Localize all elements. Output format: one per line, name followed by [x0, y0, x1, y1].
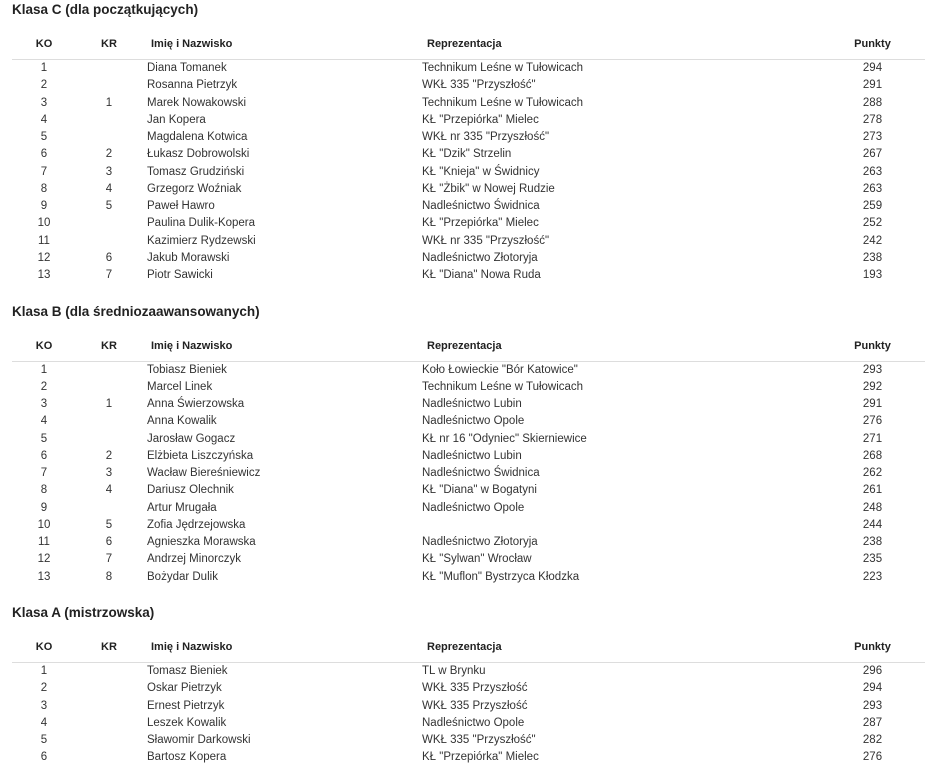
ko-cell: 10 — [37, 518, 51, 531]
header-kr: KR — [76, 331, 142, 362]
table-header-row — [12, 331, 925, 362]
ko-cell: 13 — [37, 269, 51, 281]
name-cell: Paulina Dulik-Kopera — [147, 217, 256, 230]
points-cell: 235 — [862, 553, 883, 566]
kr-cell — [76, 732, 142, 749]
name-cell: Tobiasz Bieniek — [147, 363, 227, 376]
table-row — [12, 233, 925, 250]
representation-cell: TL w Brynku — [422, 665, 486, 677]
header-name: Imię i Nazwisko — [142, 632, 417, 663]
header-representation: Reprezentacja — [417, 29, 820, 60]
table-row — [12, 482, 925, 499]
representation-cell: KŁ "Knieja" w Świdnicy — [422, 165, 540, 178]
table-row — [12, 267, 925, 284]
representation-cell: Nadleśnictwo Złotoryja — [422, 536, 538, 548]
points-cell: 267 — [862, 148, 883, 161]
kr-cell — [76, 215, 142, 232]
kr-cell — [76, 749, 142, 766]
table-row — [12, 215, 925, 232]
ko-cell: 9 — [40, 200, 48, 212]
ko-cell: 6 — [40, 751, 48, 764]
name-cell: Elżbieta Liszczyńska — [147, 449, 254, 462]
points-cell: 291 — [862, 79, 883, 92]
header-kr: KR — [76, 632, 142, 663]
header-kr: KR — [76, 29, 142, 60]
representation-cell: KŁ nr 16 "Odyniec" Skierniewice — [422, 432, 587, 445]
name-cell: Łukasz Dobrowolski — [147, 148, 250, 161]
table-row — [12, 698, 925, 715]
table-row — [12, 181, 925, 198]
representation-cell: KŁ "Dzik" Strzelin — [422, 148, 512, 161]
kr-cell — [76, 715, 142, 732]
name-cell: Kazimierz Rydzewski — [147, 234, 256, 247]
ko-cell: 12 — [37, 553, 51, 566]
name-cell: Zofia Jędrzejowska — [147, 518, 246, 531]
name-cell: Grzegorz Woźniak — [147, 182, 242, 195]
kr-cell — [76, 698, 142, 715]
kr-cell: 5 — [105, 200, 113, 212]
representation-cell: WKŁ nr 335 "Przyszłość" — [422, 234, 550, 247]
ko-cell: 8 — [40, 182, 48, 195]
ko-cell: 5 — [40, 734, 48, 746]
representation-cell: Nadleśnictwo Opole — [422, 716, 525, 729]
representation-cell: KŁ "Diana" Nowa Ruda — [422, 269, 541, 281]
name-cell: Sławomir Darkowski — [147, 734, 251, 746]
name-cell: Diana Tomanek — [147, 62, 227, 74]
table-row — [12, 715, 925, 732]
header-ko: KO — [12, 29, 76, 60]
kr-cell: 7 — [105, 553, 113, 566]
table-row — [12, 129, 925, 146]
ko-cell: 7 — [40, 467, 48, 479]
representation-cell: Nadleśnictwo Świdnica — [422, 200, 540, 212]
kr-cell — [76, 379, 142, 396]
name-cell: Agnieszka Morawska — [147, 536, 256, 548]
kr-cell: 6 — [105, 251, 113, 264]
points-cell: 282 — [862, 734, 883, 746]
representation-cell: WKŁ 335 "Przyszłość" — [422, 734, 536, 746]
table-row — [12, 749, 925, 766]
ko-cell: 7 — [40, 165, 48, 178]
name-cell: Paweł Hawro — [147, 200, 215, 212]
kr-cell — [76, 500, 142, 517]
table-row — [12, 431, 925, 448]
points-cell: 262 — [862, 467, 883, 479]
kr-cell: 4 — [105, 182, 113, 195]
representation-cell: KŁ "Przepiórka" Mielec — [422, 751, 539, 764]
kr-cell — [76, 60, 142, 78]
ko-cell: 4 — [40, 113, 48, 126]
kr-cell — [76, 77, 142, 94]
name-cell: Wacław Biereśniewicz — [147, 467, 261, 479]
table-row — [12, 396, 925, 413]
points-cell: 238 — [862, 251, 883, 264]
ko-cell: 9 — [40, 501, 48, 514]
representation-cell: WKŁ 335 Przyszłość — [422, 682, 528, 695]
table-row — [12, 112, 925, 129]
kr-cell: 4 — [105, 484, 113, 497]
results-table — [12, 29, 925, 284]
points-cell: 252 — [862, 217, 883, 230]
kr-cell — [76, 361, 142, 379]
table-row — [12, 77, 925, 94]
points-cell: 293 — [862, 699, 883, 712]
kr-cell — [76, 129, 142, 146]
representation-cell: Technikum Leśne w Tułowicach — [422, 96, 584, 109]
name-cell: Tomasz Bieniek — [147, 665, 228, 677]
ko-cell: 2 — [40, 682, 48, 695]
table-row — [12, 198, 925, 215]
results-section-class-c — [0, 0, 925, 284]
name-cell: Bożydar Dulik — [147, 570, 218, 583]
representation-cell: KŁ "Żbik" w Nowej Rudzie — [422, 182, 555, 195]
ko-cell: 3 — [40, 699, 48, 712]
name-cell: Artur Mrugała — [147, 501, 217, 514]
table-row — [12, 680, 925, 697]
header-points: Punkty — [820, 331, 925, 362]
representation-cell: KŁ "Przepiórka" Mielec — [422, 113, 539, 126]
table-row — [12, 413, 925, 430]
table-row — [12, 95, 925, 112]
kr-cell — [76, 431, 142, 448]
kr-cell — [76, 663, 142, 681]
name-cell: Marcel Linek — [147, 380, 213, 393]
points-cell: 276 — [862, 751, 883, 764]
ko-cell: 3 — [40, 96, 48, 109]
kr-cell: 3 — [105, 165, 113, 178]
points-cell: 263 — [862, 182, 883, 195]
table-row — [12, 551, 925, 568]
table-row — [12, 569, 925, 586]
name-cell: Anna Świerzowska — [147, 398, 245, 410]
points-cell: 248 — [862, 501, 883, 514]
points-cell: 294 — [862, 682, 883, 695]
table-row — [12, 164, 925, 181]
representation-cell: Nadleśnictwo Lubin — [422, 398, 522, 410]
name-cell: Leszek Kowalik — [147, 716, 227, 729]
kr-cell: 1 — [105, 96, 113, 109]
name-cell: Jarosław Gogacz — [147, 432, 236, 445]
kr-cell: 2 — [105, 148, 113, 161]
points-cell: 238 — [862, 536, 883, 548]
table-row — [12, 146, 925, 163]
header-points: Punkty — [820, 632, 925, 663]
name-cell: Magdalena Kotwica — [147, 131, 248, 143]
name-cell: Oskar Pietrzyk — [147, 682, 222, 695]
name-cell: Rosanna Pietrzyk — [147, 79, 238, 92]
name-cell: Bartosz Kopera — [147, 751, 227, 764]
points-cell: 276 — [862, 415, 883, 428]
header-name: Imię i Nazwisko — [142, 331, 417, 362]
ko-cell: 11 — [38, 536, 50, 548]
kr-cell — [76, 413, 142, 430]
representation-cell: Technikum Leśne w Tułowicach — [422, 62, 584, 74]
points-cell: 261 — [862, 484, 883, 497]
ko-cell: 6 — [40, 449, 48, 462]
results-section-class-b — [0, 302, 925, 586]
table-row — [12, 465, 925, 482]
points-cell: 292 — [862, 380, 883, 393]
points-cell: 193 — [862, 269, 883, 281]
ko-cell: 10 — [37, 217, 51, 230]
results-section-class-a — [0, 603, 925, 767]
section-title: Klasa C (dla początkujących) — [12, 2, 199, 17]
representation-cell: Nadleśnictwo Świdnica — [422, 467, 540, 479]
points-cell: 223 — [862, 570, 883, 583]
section-title: Klasa A (mistrzowska) — [12, 605, 155, 620]
points-cell: 268 — [862, 449, 883, 462]
kr-cell: 3 — [105, 467, 113, 479]
ko-cell: 13 — [37, 570, 51, 583]
name-cell: Dariusz Olechnik — [147, 484, 234, 497]
points-cell: 271 — [862, 432, 883, 445]
table-row — [12, 534, 925, 551]
section-title: Klasa B (dla średniozaawansowanych) — [12, 303, 260, 319]
ko-cell: 8 — [40, 484, 48, 497]
name-cell: Jakub Morawski — [147, 251, 230, 264]
ko-cell: 2 — [40, 79, 48, 92]
ko-cell: 3 — [40, 398, 48, 410]
points-cell: 291 — [862, 398, 883, 410]
table-row — [12, 732, 925, 749]
table-row — [12, 663, 925, 681]
kr-cell — [76, 233, 142, 250]
ko-cell: 2 — [40, 380, 48, 393]
kr-cell: 8 — [105, 570, 113, 583]
header-ko: KO — [12, 331, 76, 362]
name-cell: Marek Nowakowski — [147, 96, 247, 109]
table-header-row — [12, 632, 925, 663]
representation-cell: Technikum Leśne w Tułowicach — [422, 380, 584, 393]
results-table — [12, 331, 925, 586]
ko-cell: 5 — [40, 432, 48, 445]
table-row — [12, 60, 925, 78]
table-row — [12, 448, 925, 465]
points-cell: 242 — [862, 234, 883, 247]
table-row — [12, 361, 925, 379]
name-cell: Ernest Pietrzyk — [147, 699, 225, 712]
representation-cell: WKŁ 335 Przyszłość — [422, 699, 528, 712]
header-ko: KO — [12, 632, 76, 663]
points-cell: 273 — [862, 131, 883, 143]
table-row — [12, 250, 925, 267]
ko-cell: 6 — [40, 148, 48, 161]
table-row — [12, 517, 925, 534]
representation-cell: WKŁ nr 335 "Przyszłość" — [422, 131, 550, 143]
representation-cell: KŁ "Muflon" Bystrzyca Kłodzka — [422, 570, 580, 583]
points-cell: 293 — [862, 363, 883, 376]
ko-cell: 12 — [37, 251, 51, 264]
kr-cell: 7 — [105, 269, 113, 281]
name-cell: Tomasz Grudziński — [147, 165, 245, 178]
name-cell: Anna Kowalik — [147, 415, 217, 428]
ko-cell: 1 — [40, 62, 48, 74]
header-points: Punkty — [820, 29, 925, 60]
representation-cell: Nadleśnictwo Opole — [422, 501, 525, 514]
kr-cell — [76, 112, 142, 129]
name-cell: Andrzej Minorczyk — [147, 553, 241, 566]
points-cell: 259 — [862, 200, 883, 212]
representation-cell: Nadleśnictwo Lubin — [422, 449, 522, 462]
kr-cell: 1 — [105, 398, 113, 410]
representation-cell: Nadleśnictwo Złotoryja — [422, 251, 538, 264]
points-cell: 278 — [862, 113, 883, 126]
header-name: Imię i Nazwisko — [142, 29, 417, 60]
kr-cell: 2 — [105, 449, 113, 462]
kr-cell: 5 — [105, 518, 113, 531]
representation-cell: KŁ "Diana" w Bogatyni — [422, 484, 537, 497]
ko-cell: 11 — [38, 234, 50, 247]
kr-cell: 6 — [105, 536, 113, 548]
points-cell: 294 — [862, 62, 883, 74]
representation-cell: KŁ "Przepiórka" Mielec — [422, 217, 539, 230]
points-cell: 296 — [862, 665, 883, 677]
header-representation: Reprezentacja — [417, 632, 820, 663]
ko-cell: 4 — [40, 716, 48, 729]
ko-cell: 1 — [40, 363, 48, 376]
ko-cell: 1 — [40, 665, 48, 677]
points-cell: 263 — [862, 165, 883, 178]
header-representation: Reprezentacja — [417, 331, 820, 362]
representation-cell: WKŁ 335 "Przyszłość" — [422, 79, 536, 92]
name-cell: Jan Kopera — [147, 113, 206, 126]
table-row — [12, 500, 925, 517]
table-header-row — [12, 29, 925, 60]
points-cell: 288 — [862, 96, 883, 109]
ko-cell: 4 — [40, 415, 48, 428]
representation-cell: Nadleśnictwo Opole — [422, 415, 525, 428]
results-table — [12, 632, 925, 767]
representation-cell: KŁ "Sylwan" Wrocław — [422, 553, 532, 566]
points-cell: 287 — [862, 716, 883, 729]
name-cell: Piotr Sawicki — [147, 269, 213, 281]
kr-cell — [76, 680, 142, 697]
ko-cell: 5 — [40, 131, 48, 143]
representation-cell — [417, 517, 820, 534]
representation-cell: Koło Łowieckie "Bór Katowice" — [422, 363, 578, 376]
table-row — [12, 379, 925, 396]
points-cell: 244 — [862, 518, 883, 531]
